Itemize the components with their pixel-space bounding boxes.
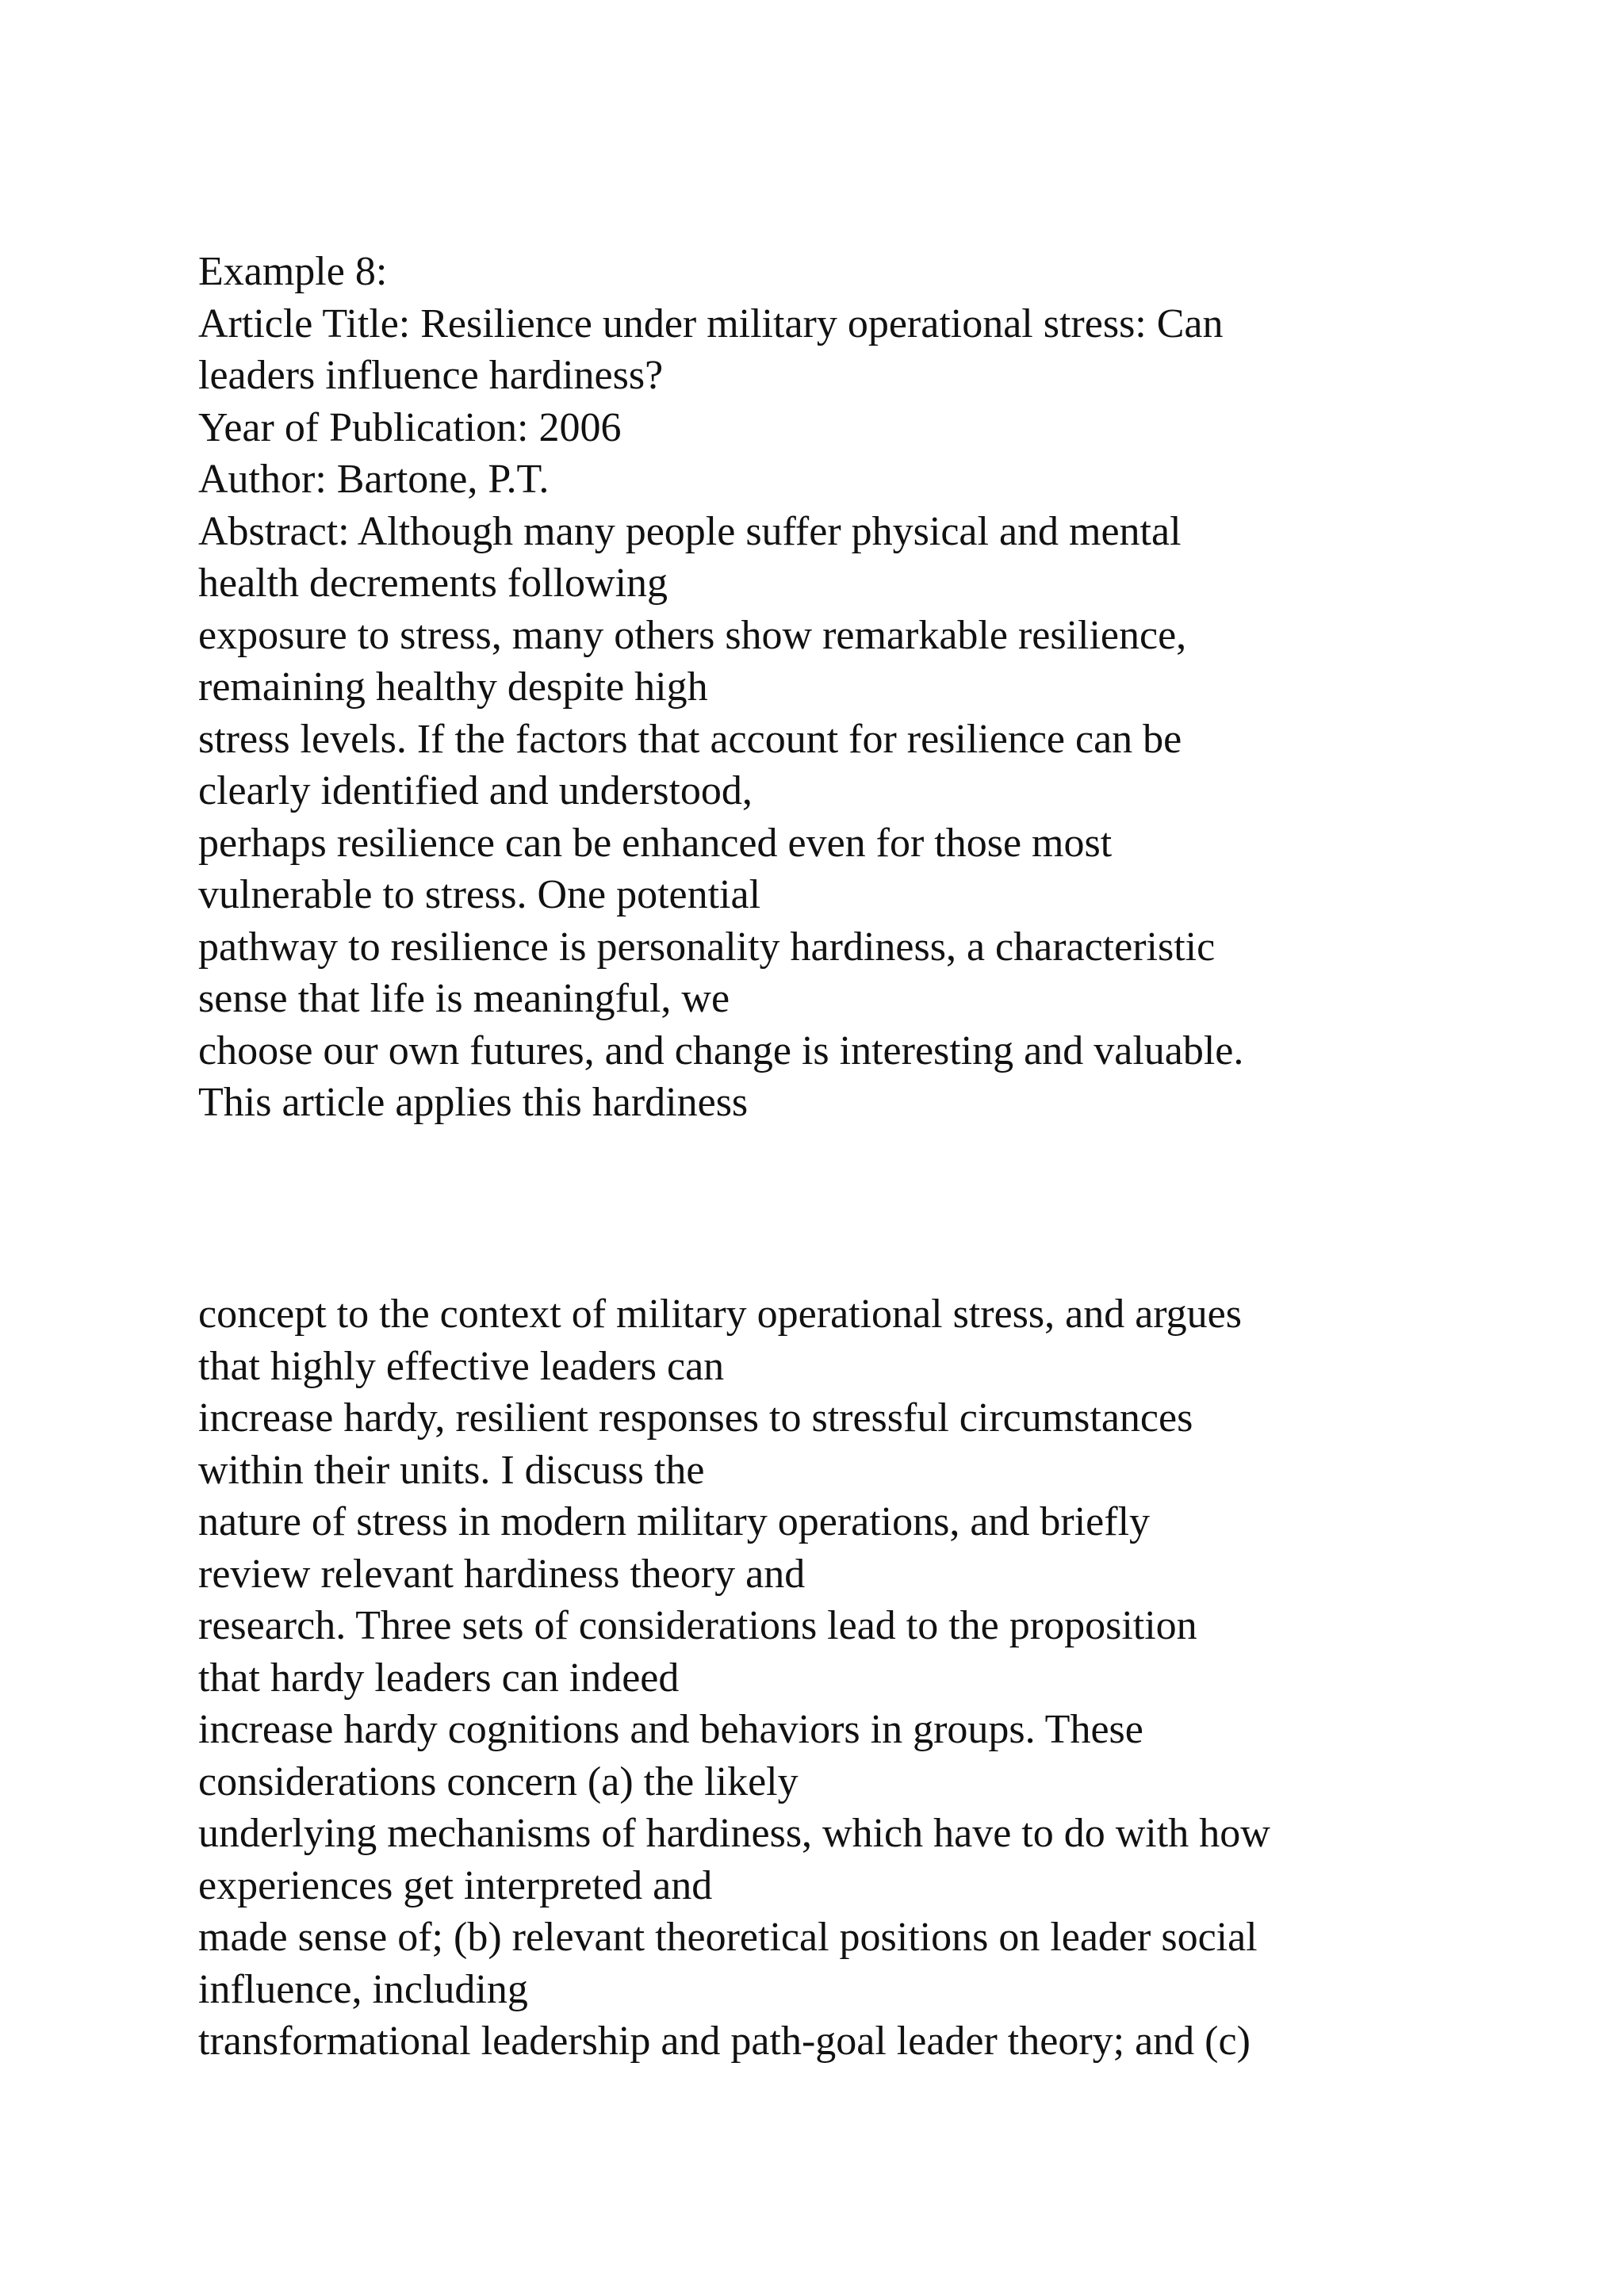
document-block-2 (198, 1288, 1546, 2068)
text-line: increase hardy, resilient responses to stressful circumstances (198, 1395, 1193, 1441)
text-line: nature of stress in modern military operations, and briefly (198, 1499, 1151, 1544)
text-line: that highly effective leaders can (198, 1343, 725, 1389)
text-line: This article applies this hardiness (198, 1080, 749, 1125)
text-line: research. Three sets of considerations lead to the proposition (198, 1603, 1197, 1648)
text-line: concept to the context of military operational stress, and argues (198, 1292, 1242, 1337)
text-line: stress levels. If the factors that account for resilience can be (198, 716, 1182, 762)
text-line: experiences get interpreted and (198, 1862, 713, 1908)
text-line: made sense of; (b) relevant theoretical positions on leader social (198, 1915, 1258, 1960)
text-line: sense that life is meaningful, we (198, 976, 730, 1021)
text-line: influence, including (198, 1966, 528, 2012)
text-line: Article Title: Resilience under military operational stress: Can (198, 300, 1224, 346)
text-line: within their units. I discuss the (198, 1447, 705, 1493)
text-line: underlying mechanisms of hardiness, which have to do with how (198, 1811, 1270, 1856)
text-line: Abstract: Although many people suffer physical and mental (198, 508, 1182, 554)
text-line: review relevant hardiness theory and (198, 1551, 806, 1597)
text-line: Year of Publication: 2006 (198, 404, 622, 450)
text-line: that hardy leaders can indeed (198, 1655, 680, 1701)
text-line: increase hardy cognitions and behaviors in groups. These (198, 1707, 1143, 1752)
text-line: leaders influence hardiness? (198, 353, 664, 398)
text-line: Example 8: (198, 249, 388, 294)
text-line: remaining healthy despite high (198, 664, 708, 710)
text-line: considerations concern (a) the likely (198, 1758, 799, 1804)
text-line: vulnerable to stress. One potential (198, 872, 761, 917)
document-block-1 (198, 246, 1546, 1129)
text-line: transformational leadership and path-goal leader theory; and (c) (198, 2019, 1251, 2064)
text-line: perhaps resilience can be enhanced even for those most (198, 820, 1113, 866)
text-line: clearly identified and understood, (198, 768, 753, 813)
text-line: choose our own futures, and change is interesting and valuable. (198, 1027, 1244, 1073)
text-line: Author: Bartone, P.T. (198, 457, 550, 502)
text-line: health decrements following (198, 561, 668, 606)
text-line: pathway to resilience is personality hardiness, a characteristic (198, 924, 1216, 970)
text-line: exposure to stress, many others show remarkable resilience, (198, 612, 1187, 658)
